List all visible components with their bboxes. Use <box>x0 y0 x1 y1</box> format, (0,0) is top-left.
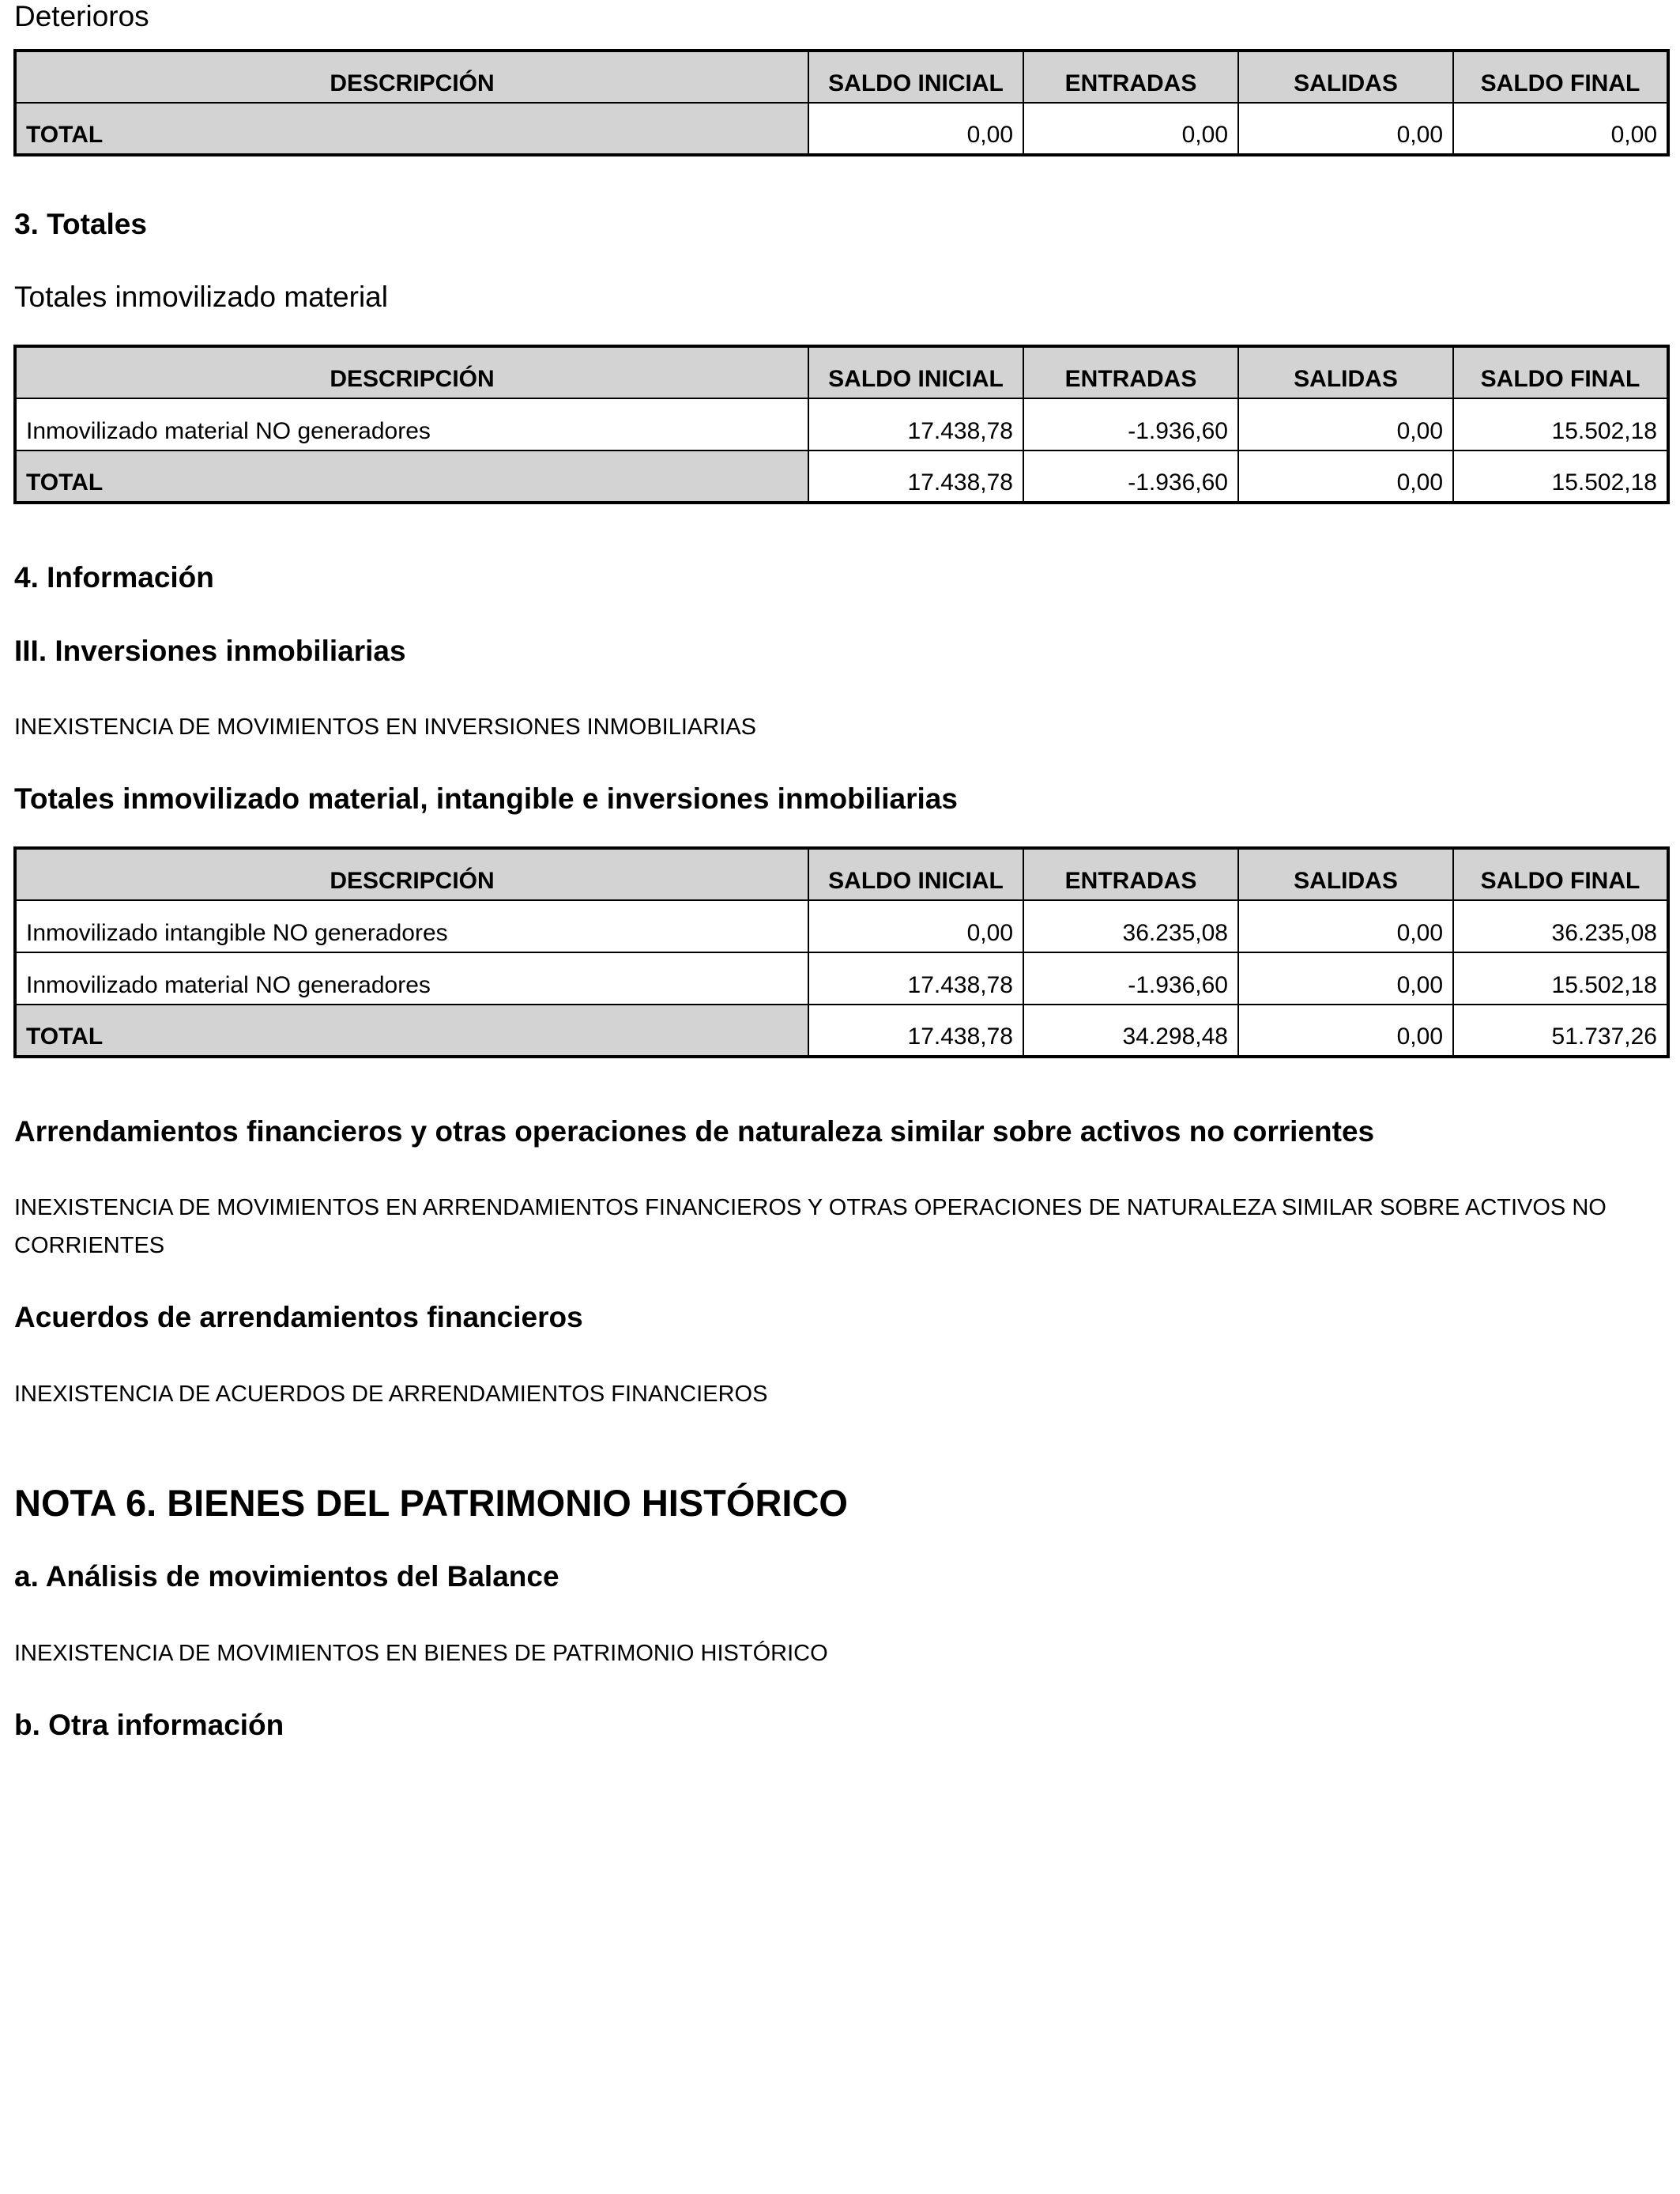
header-salidas: SALIDAS <box>1238 346 1453 398</box>
table-row <box>15 900 1668 952</box>
table-row-total <box>15 1005 1668 1057</box>
table-row <box>15 398 1668 450</box>
section-title-totales: 3. Totales <box>14 208 147 240</box>
header-entradas: ENTRADAS <box>1023 848 1238 900</box>
section-title-inversiones: III. Inversiones inmobiliarias <box>14 635 406 667</box>
cell-saldo-inicial: 17.438,78 <box>808 450 1023 503</box>
table-row-total <box>15 450 1668 503</box>
acuerdos-text: INEXISTENCIA DE ACUERDOS DE ARRENDAMIENTOS FINANCIEROS <box>14 1382 768 1407</box>
cell-entradas: -1.936,60 <box>1023 952 1238 1005</box>
cell-salidas: 0,00 <box>1238 1005 1453 1057</box>
cell-desc: Inmovilizado intangible NO generadores <box>15 900 808 952</box>
inversiones-text: INEXISTENCIA DE MOVIMIENTOS EN INVERSIONES INMOBILIARIAS <box>14 714 756 740</box>
table-header-row <box>15 848 1668 900</box>
section-title-informacion: 4. Información <box>14 561 214 594</box>
table-header-row <box>15 51 1668 103</box>
header-descripcion: DESCRIPCIÓN <box>15 51 808 103</box>
cell-saldo-final: 15.502,18 <box>1453 952 1668 1005</box>
header-saldo-final: SALDO FINAL <box>1453 848 1668 900</box>
cell-desc: Inmovilizado material NO generadores <box>15 952 808 1005</box>
cell-saldo-inicial: 0,00 <box>808 103 1023 155</box>
nota6-title: NOTA 6. BIENES DEL PATRIMONIO HISTÓRICO <box>14 1482 848 1524</box>
header-descripcion: DESCRIPCIÓN <box>15 848 808 900</box>
nota6-subtitle-a: a. Análisis de movimientos del Balance <box>14 1560 559 1593</box>
header-saldo-final: SALDO FINAL <box>1453 346 1668 398</box>
cell-saldo-final: 15.502,18 <box>1453 398 1668 450</box>
cell-saldo-final: 0,00 <box>1453 103 1668 155</box>
cell-saldo-final: 36.235,08 <box>1453 900 1668 952</box>
cell-saldo-final: 15.502,18 <box>1453 450 1668 503</box>
cell-entradas: 34.298,48 <box>1023 1005 1238 1057</box>
header-descripcion: DESCRIPCIÓN <box>15 346 808 398</box>
header-salidas: SALIDAS <box>1238 848 1453 900</box>
table-row <box>15 952 1668 1005</box>
totales-generales-table <box>13 846 1670 1058</box>
cell-saldo-inicial: 0,00 <box>808 900 1023 952</box>
cell-entradas: 36.235,08 <box>1023 900 1238 952</box>
cell-desc: TOTAL <box>15 450 808 503</box>
cell-salidas: 0,00 <box>1238 952 1453 1005</box>
header-saldo-inicial: SALDO INICIAL <box>808 848 1023 900</box>
cell-salidas: 0,00 <box>1238 450 1453 503</box>
cell-saldo-inicial: 17.438,78 <box>808 398 1023 450</box>
cell-salidas: 0,00 <box>1238 900 1453 952</box>
header-entradas: ENTRADAS <box>1023 346 1238 398</box>
deterioros-table <box>13 49 1670 156</box>
header-saldo-inicial: SALDO INICIAL <box>808 346 1023 398</box>
arrendamientos-text: INEXISTENCIA DE MOVIMIENTOS EN ARRENDAMIENTOS FINANCIEROS Y OTRAS OPERACIONES DE NATURALEZA SIMILAR SOBRE ACTIVOS NO CORRIENTES <box>14 1195 1607 1258</box>
cell-desc: TOTAL <box>15 1005 808 1057</box>
section-title-arrendamientos: Arrendamientos financieros y otras operaciones de naturaleza similar sobre activos no corrientes <box>14 1115 1375 1148</box>
nota6-text-a: INEXISTENCIA DE MOVIMIENTOS EN BIENES DE PATRIMONIO HISTÓRICO <box>14 1641 828 1666</box>
cell-desc: TOTAL <box>15 103 808 155</box>
cell-saldo-final: 51.737,26 <box>1453 1005 1668 1057</box>
cell-salidas: 0,00 <box>1238 398 1453 450</box>
deterioros-title: Deterioros <box>14 0 149 32</box>
section-title-totales-generales: Totales inmovilizado material, intangible e inversiones inmobiliarias <box>14 782 958 815</box>
nota6-subtitle-b: b. Otra información <box>14 1709 284 1741</box>
header-saldo-final: SALDO FINAL <box>1453 51 1668 103</box>
table-row-total <box>15 103 1668 155</box>
subtitle-totales-inmovilizado: Totales inmovilizado material <box>14 281 388 313</box>
totales-table <box>13 345 1670 504</box>
cell-entradas: -1.936,60 <box>1023 398 1238 450</box>
cell-entradas: -1.936,60 <box>1023 450 1238 503</box>
cell-desc: Inmovilizado material NO generadores <box>15 398 808 450</box>
header-salidas: SALIDAS <box>1238 51 1453 103</box>
header-saldo-inicial: SALDO INICIAL <box>808 51 1023 103</box>
header-entradas: ENTRADAS <box>1023 51 1238 103</box>
cell-salidas: 0,00 <box>1238 103 1453 155</box>
cell-saldo-inicial: 17.438,78 <box>808 952 1023 1005</box>
cell-saldo-inicial: 17.438,78 <box>808 1005 1023 1057</box>
table-header-row <box>15 346 1668 398</box>
cell-entradas: 0,00 <box>1023 103 1238 155</box>
section-title-acuerdos: Acuerdos de arrendamientos financieros <box>14 1301 583 1333</box>
